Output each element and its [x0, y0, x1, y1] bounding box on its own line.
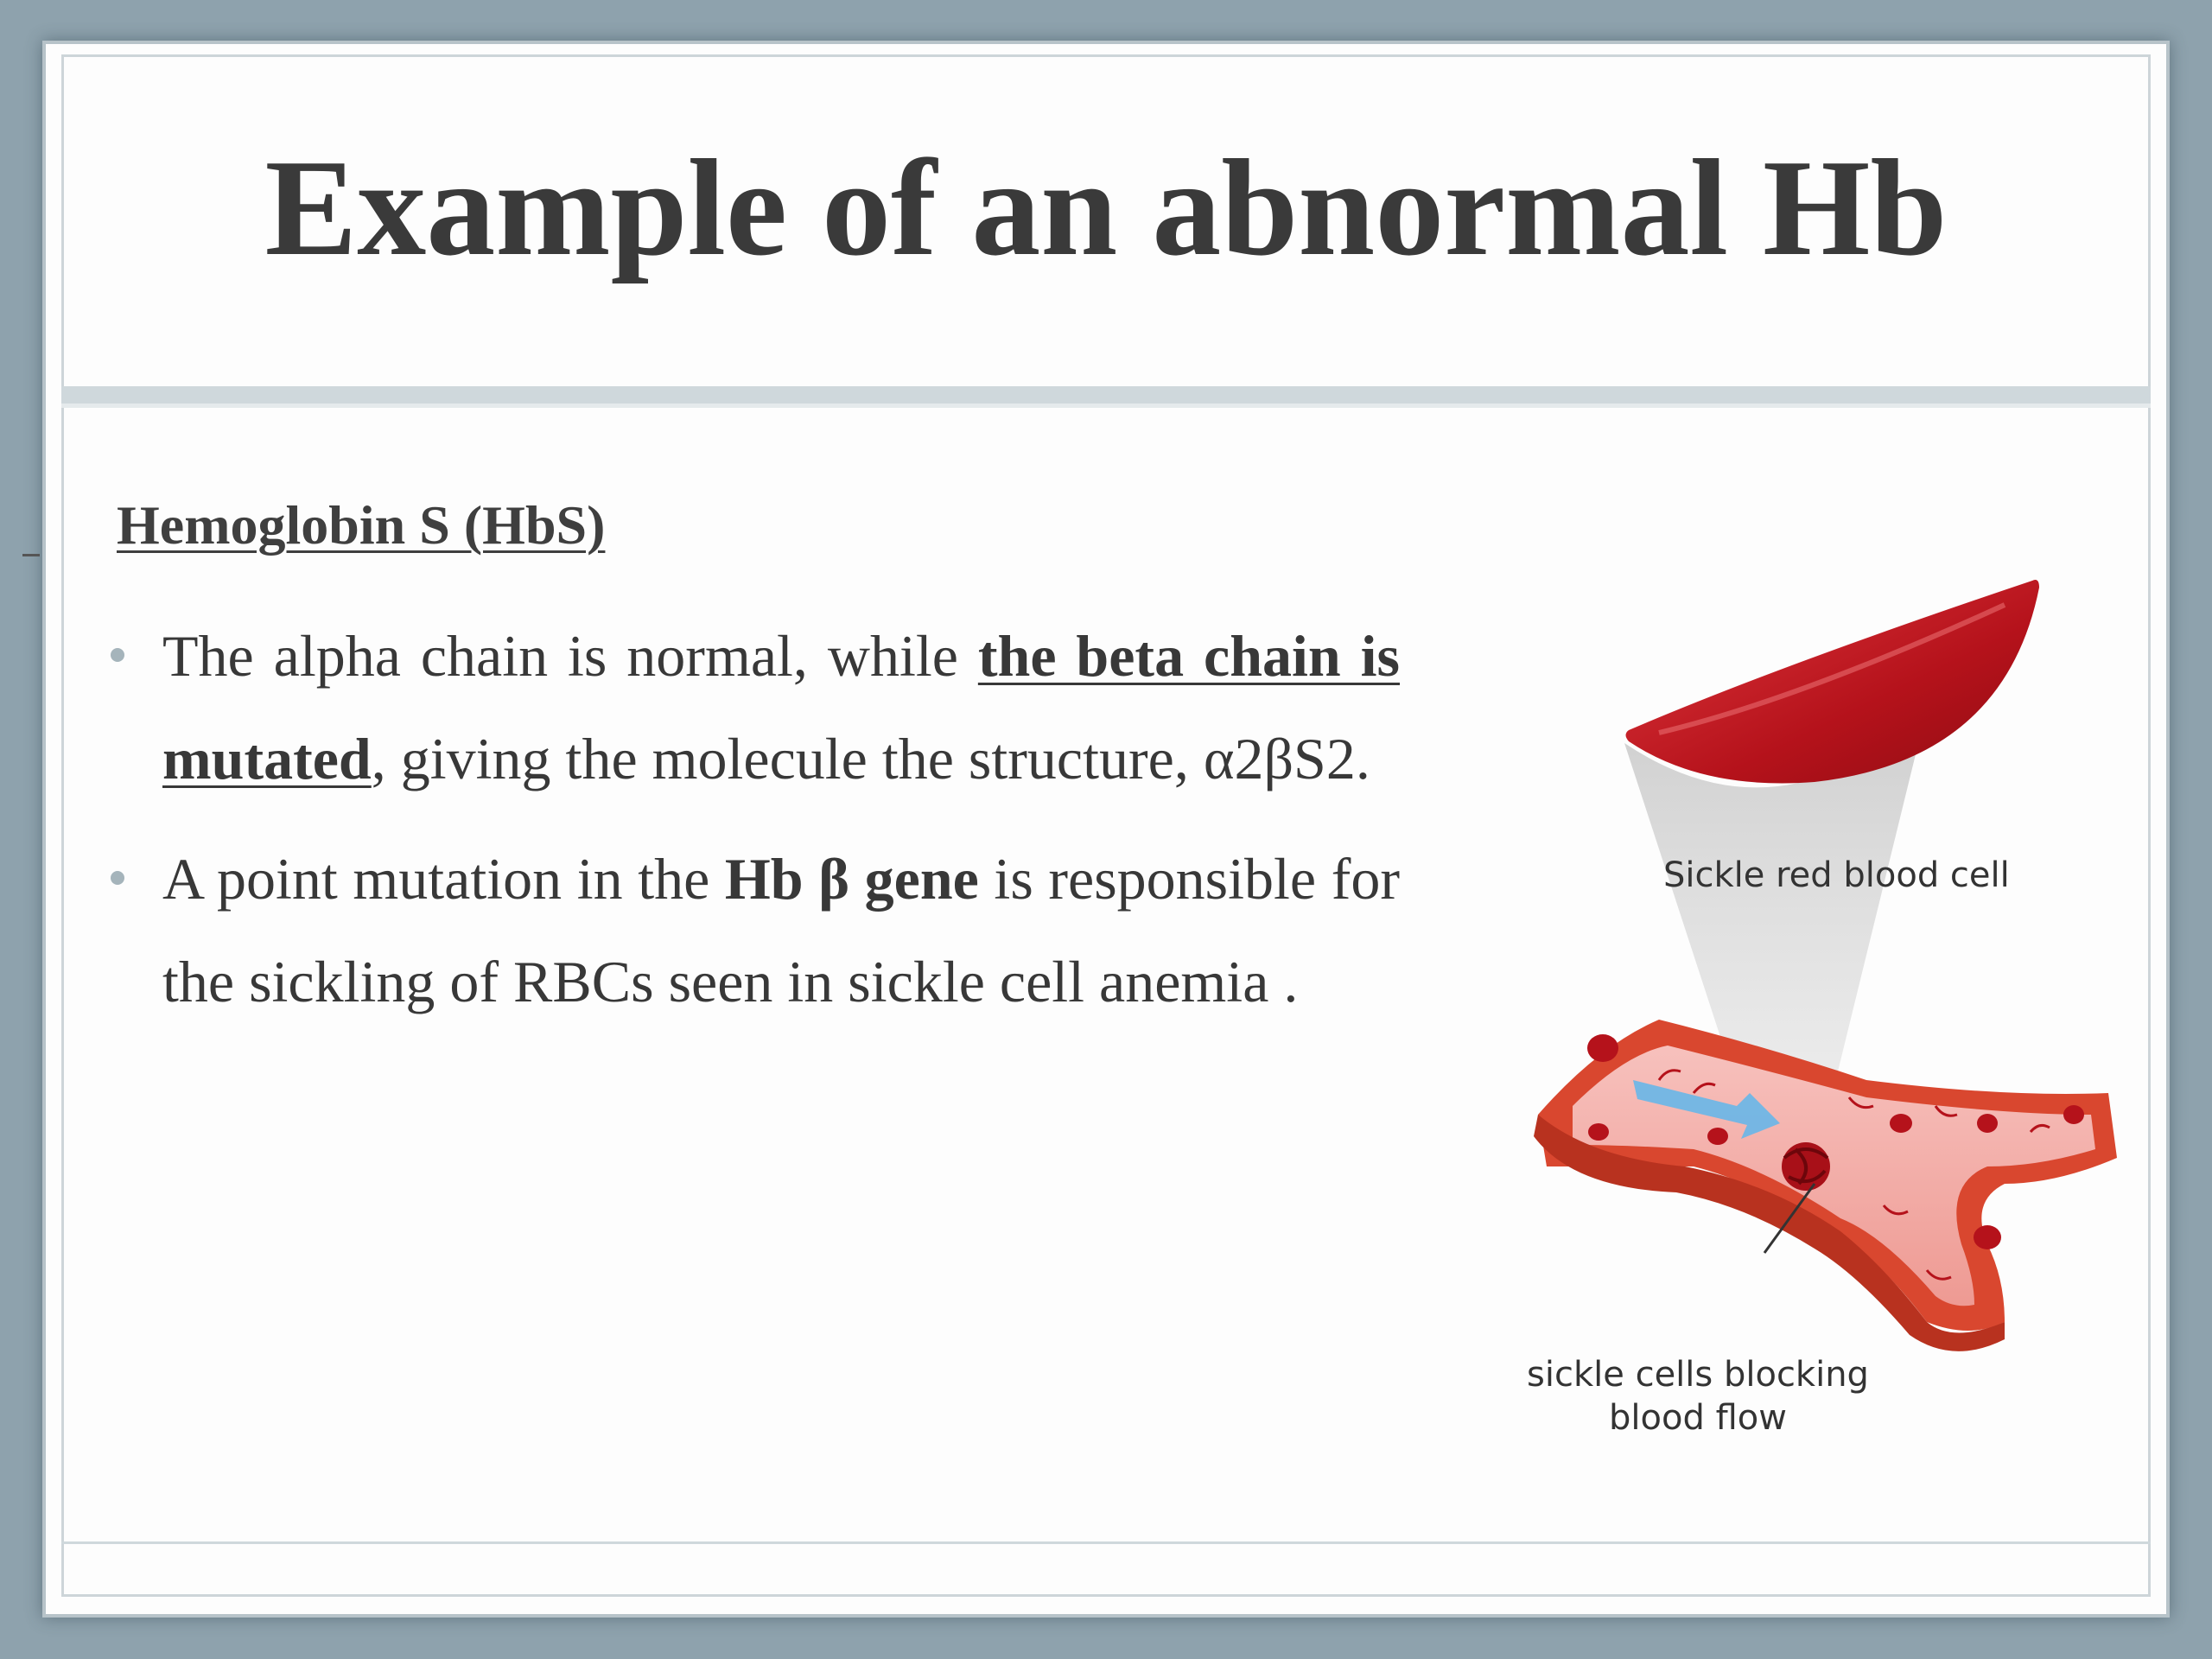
blocking-flow-label — [1525, 1353, 1871, 1440]
bullet-text: The alpha chain is normal, while — [162, 623, 978, 689]
bullet-emphasis: Hb β gene — [724, 846, 979, 912]
page-edge-tick — [22, 554, 40, 556]
bullet-list — [104, 605, 1400, 1051]
bullet-text: A point mutation in the — [162, 846, 725, 912]
sickle-cell-illustration — [1521, 562, 2126, 1469]
sickle-cell-icon — [1626, 580, 2040, 783]
title-divider — [61, 386, 2151, 404]
footer-divider — [61, 1541, 2151, 1544]
bullet-item-beta-chain — [104, 605, 1400, 810]
bullet-text: is responsible for the sickling of RBCs seen in sickle cell anemia . — [162, 846, 1401, 1014]
bullet-emphasis: the beta chain is mutated — [162, 623, 1401, 791]
bullet-marker-icon — [111, 871, 124, 885]
title-divider-shadow — [61, 404, 2151, 408]
blocking-flow-label-line1: sickle cells blocking — [1527, 1355, 1869, 1395]
bullet-text: , giving the molecule the structure, α2βS2. — [371, 726, 1370, 791]
section-heading: Hemoglobin S (HbS) — [117, 494, 606, 556]
bullet-marker-icon — [111, 648, 124, 662]
bullet-item-point-mutation — [104, 828, 1400, 1033]
slide-title: Example of an abnormal Hb — [264, 130, 1948, 284]
sickle-cell-label: Sickle red blood cell — [1663, 855, 2010, 895]
cell-blockage-icon — [1782, 1142, 1830, 1191]
blocking-flow-label-line2: blood flow — [1609, 1398, 1787, 1438]
